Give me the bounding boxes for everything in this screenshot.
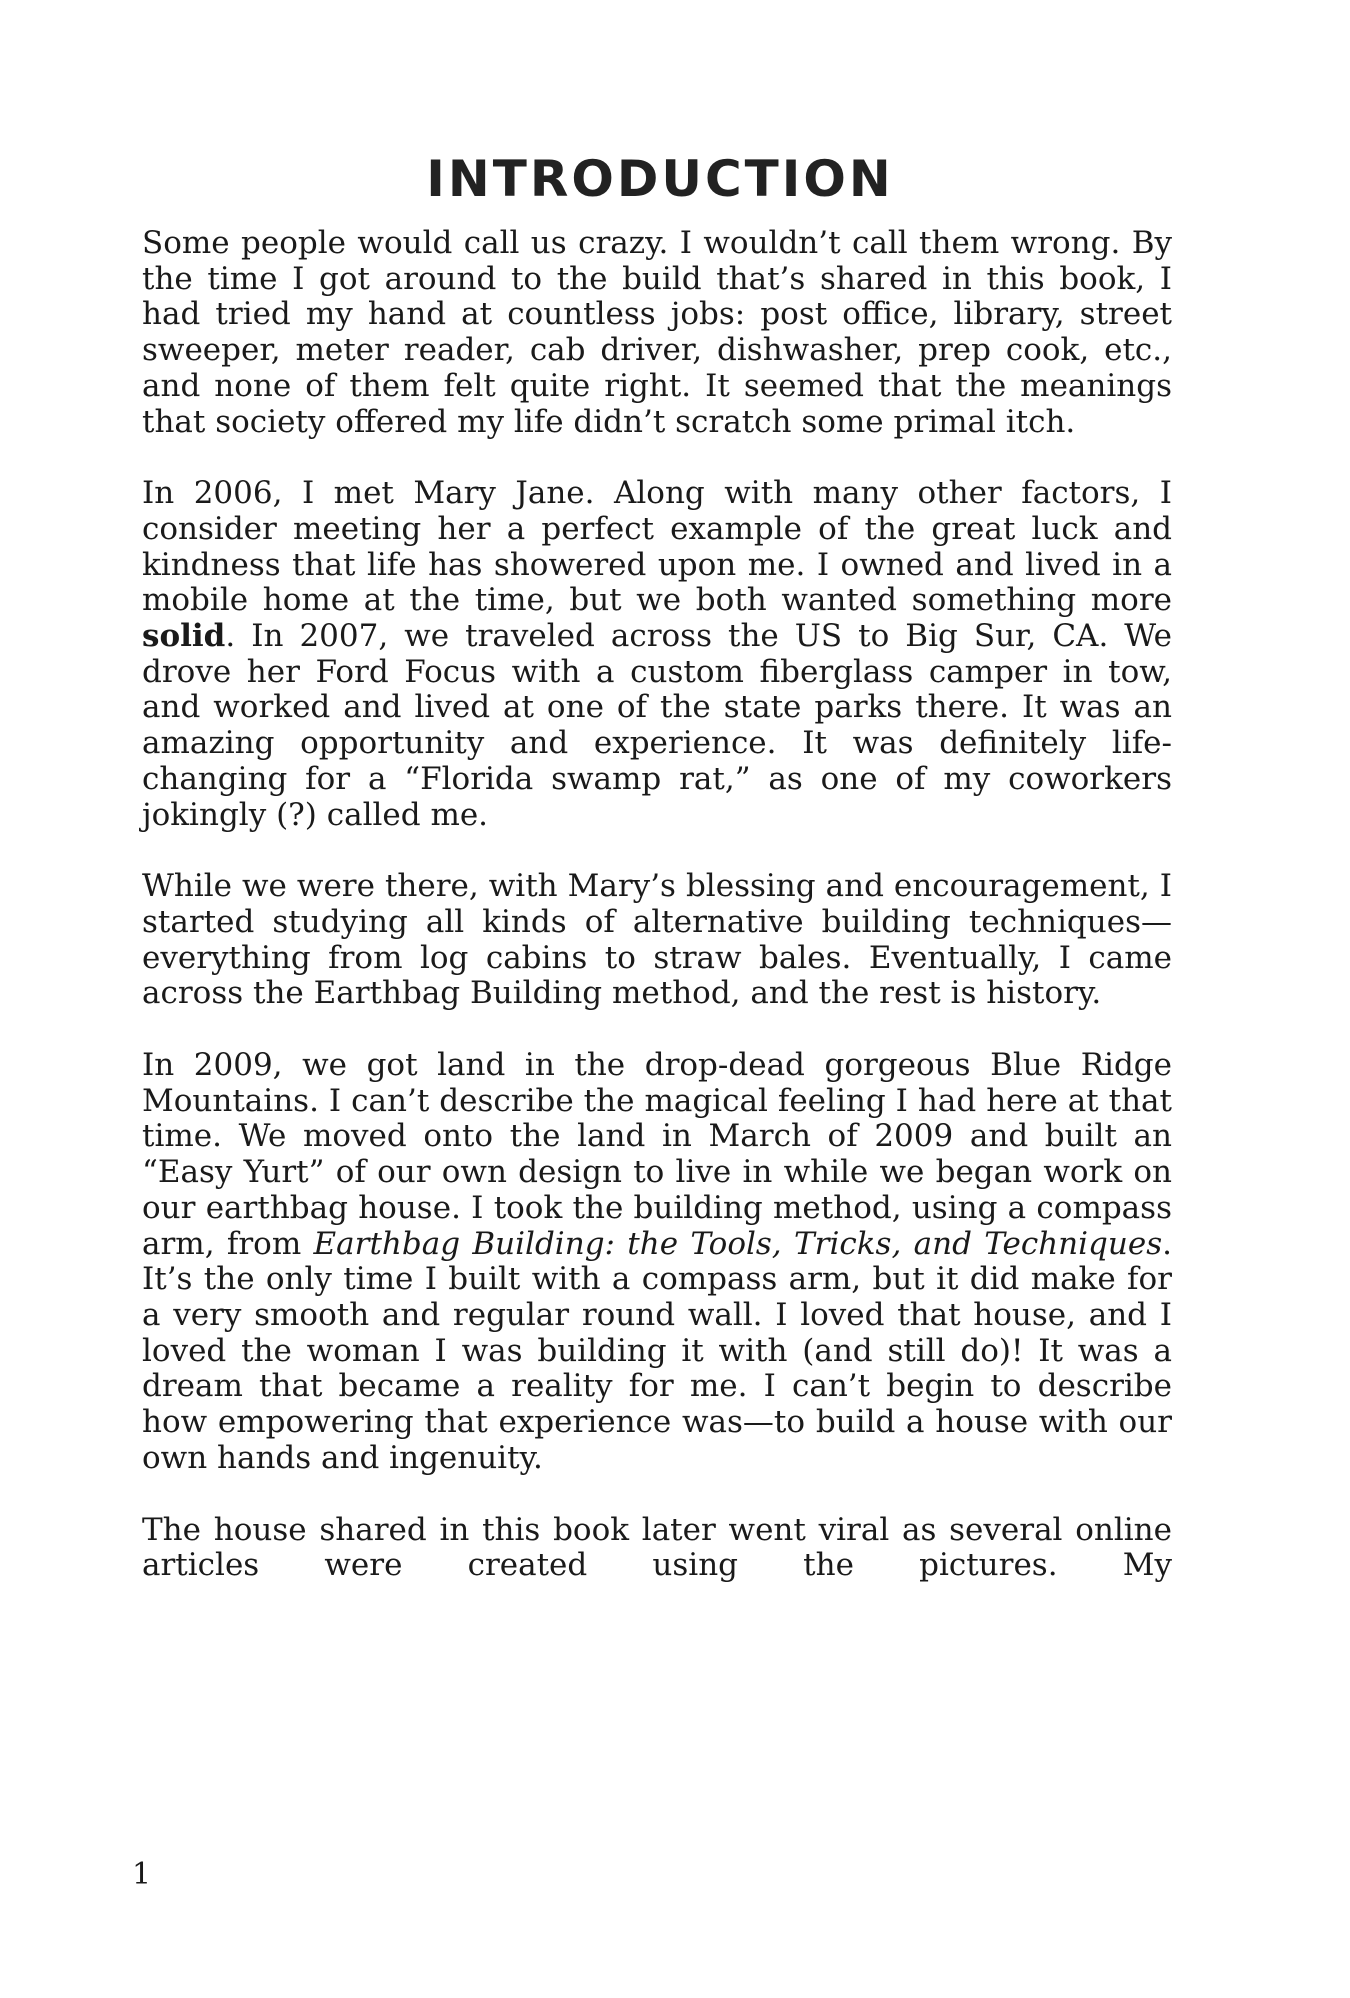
paragraph-4-text-start: In 2009, we got land in the drop-dead gorgeous Blue Ridge Mountains. I can’t describe the magical feeling I had here at that time. We moved onto the land in March of 2009 and built an “Easy Yurt” of our own design to live in while we began work on our earthbag house. I took the building method, using a compass arm, from [142, 1047, 1172, 1262]
paragraph-4 [142, 1048, 1172, 1476]
book-page [142, 150, 1172, 1620]
bold-word-solid: solid [142, 618, 226, 655]
page-number: 1 [132, 1857, 152, 1892]
paragraph-1: Some people would call us crazy. I wouldn’t call them wrong. By the time I got around to the build that’s shared in this book, I had tried my hand at countless jobs: post office, library, street sweeper, meter reader, cab driver, dishwasher, prep cook, etc., and none of them felt quite right. It seemed that the meanings that society offered my life didn’t scratch some primal itch. [142, 225, 1172, 440]
chapter-title: INTRODUCTION [426, 150, 894, 208]
paragraph-5: The house shared in this book later went viral as several online articles were created using the pictures. My [142, 1511, 1172, 1584]
paragraph-4-text-end: . It’s the only time I built with a compass arm, but it did make for a very smooth and regular round wall. I loved that house, and I loved the woman I was building it with (and still do)! It was a dream that became a reality for me. I can’t begin to describe how empowering that experience was—to build a house with our own hands and ingenuity. [142, 1225, 1172, 1476]
book-title-citation: Earthbag Building: the Tools, Tricks, and Techniques [313, 1225, 1163, 1262]
paragraph-2-text-start: In 2006, I met Mary Jane. Along with many other factors, I consider meeting her a perfect example of the great luck and kindness that life has showered upon me. I owned and lived in a mobile home at the time, but we both wanted something more [142, 475, 1172, 619]
paragraph-2-text-end: . In 2007, we traveled across the US to Big Sur, CA. We drove her Ford Focus with a custom fiberglass camper in tow, and worked and lived at one of the state parks there. It was an amazing opportunity and experience. It was definitely life-changing for a “Florida swamp rat,” as one of my coworkers jokingly (?) called me. [142, 618, 1172, 833]
paragraph-2 [142, 476, 1172, 833]
paragraph-3: While we were there, with Mary’s blessing and encouragement, I started studying all kinds of alternative building techniques—everything from log cabins to straw bales. Eventually, I came across the Earthbag Building method, and the rest is history. [142, 868, 1172, 1012]
